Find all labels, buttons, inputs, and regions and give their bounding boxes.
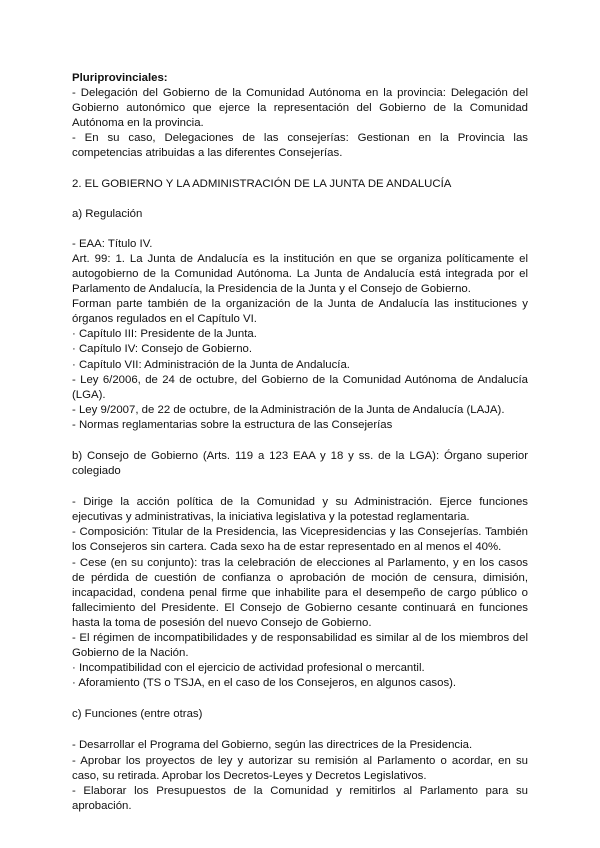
paragraph: - Composición: Titular de la Presidencia, las Vicepresidencias y las Consejerías. También los Consejeros sin cartera. Cada sexo ha de estar representado en al menos el 40%. (72, 526, 528, 554)
regulacion-title: a) Regulación (72, 207, 143, 220)
paragraph: Forman parte también de la organización de la Junta de Andalucía las instituciones y órganos regulados en el Capítulo VI. (72, 298, 528, 326)
list-item: · Capítulo VII: Administración de la Junta de Andalucía. (72, 358, 350, 371)
document-body (72, 71, 528, 814)
consejo-title: b) Consejo de Gobierno (Arts. 119 a 123 EAA y 18 y ss. de la LGA): Órgano superior colegiado (72, 449, 528, 478)
paragraph: - Delegación del Gobierno de la Comunidad Autónoma en la provincia: Delegación del Gobierno autonómico que ejerce la representación del Gobierno de la Comunidad Autónoma en la provincia. (72, 87, 528, 130)
paragraph: - Ley 9/2007, de 22 de octubre, de la Administración de la Junta de Andalucía (LAJA). (72, 403, 505, 416)
paragraph: - Desarrollar el Programa del Gobierno, según las directrices de la Presidencia. (72, 739, 473, 752)
funciones-title: c) Funciones (entre otras) (72, 708, 203, 721)
list-item: · Incompatibilidad con el ejercicio de actividad profesional o mercantil. (72, 662, 425, 675)
paragraph: - Aprobar los proyectos de ley y autorizar su remisión al Parlamento o acordar, en su caso, su retirada. Aprobar los Decretos-Leyes y Decretos Legislativos. (72, 754, 528, 782)
paragraph: - El régimen de incompatibilidades y de responsabilidad es similar al de los miembros del Gobierno de la Nación. (72, 632, 528, 660)
list-item: · Aforamiento (TS o TSJA, en el caso de los Consejeros, en algunos casos). (72, 677, 457, 690)
paragraph: - Normas reglamentarias sobre la estructura de las Consejerías (72, 418, 393, 431)
paragraph: - Ley 6/2006, de 24 de octubre, del Gobierno de la Comunidad Autónoma de Andalucía (LGA). (72, 373, 528, 401)
paragraph: - EAA: Título IV. (72, 237, 153, 250)
pluriprovinciales-heading: Pluriprovinciales: (72, 72, 168, 84)
section-2-title: 2. EL GOBIERNO Y LA ADMINISTRACIÓN DE LA JUNTA DE ANDALUCÍA (72, 177, 452, 190)
paragraph: - Cese (en su conjunto): tras la celebración de elecciones al Parlamento, y en los casos de pérdida de cuestión de confianza o aprobación de moción de censura, dimisión, incapacidad, condena penal firme que inhabilite para el desempeño de cargo público o fallecimiento del Presidente. El Consejo de Gobierno cesante continuará en funciones hasta la toma de posesión del nuevo Consejo de Gobierno. (72, 556, 528, 629)
paragraph: - En su caso, Delegaciones de las consejerías: Gestionan en la Provincia las competencias atribuidas a las diferentes Consejerías. (72, 132, 528, 160)
list-item: · Capítulo III: Presidente de la Junta. (72, 328, 257, 341)
list-item: · Capítulo IV: Consejo de Gobierno. (72, 343, 253, 356)
paragraph: Art. 99: 1. La Junta de Andalucía es la institución en que se organiza políticamente el autogobierno de la Comunidad Autónoma. La Junta de Andalucía está integrada por el Parlamento de Andalucía, la Presidencia de la Junta y el Consejo de Gobierno. (72, 252, 528, 296)
paragraph: - Dirige la acción política de la Comunidad y su Administración. Ejerce funciones ejecutivas y administrativas, la iniciativa legislativa y la potestad reglamentaria. (72, 496, 528, 524)
paragraph: - Elaborar los Presupuestos de la Comunidad y remitirlos al Parlamento para su aprobación. (72, 784, 528, 812)
